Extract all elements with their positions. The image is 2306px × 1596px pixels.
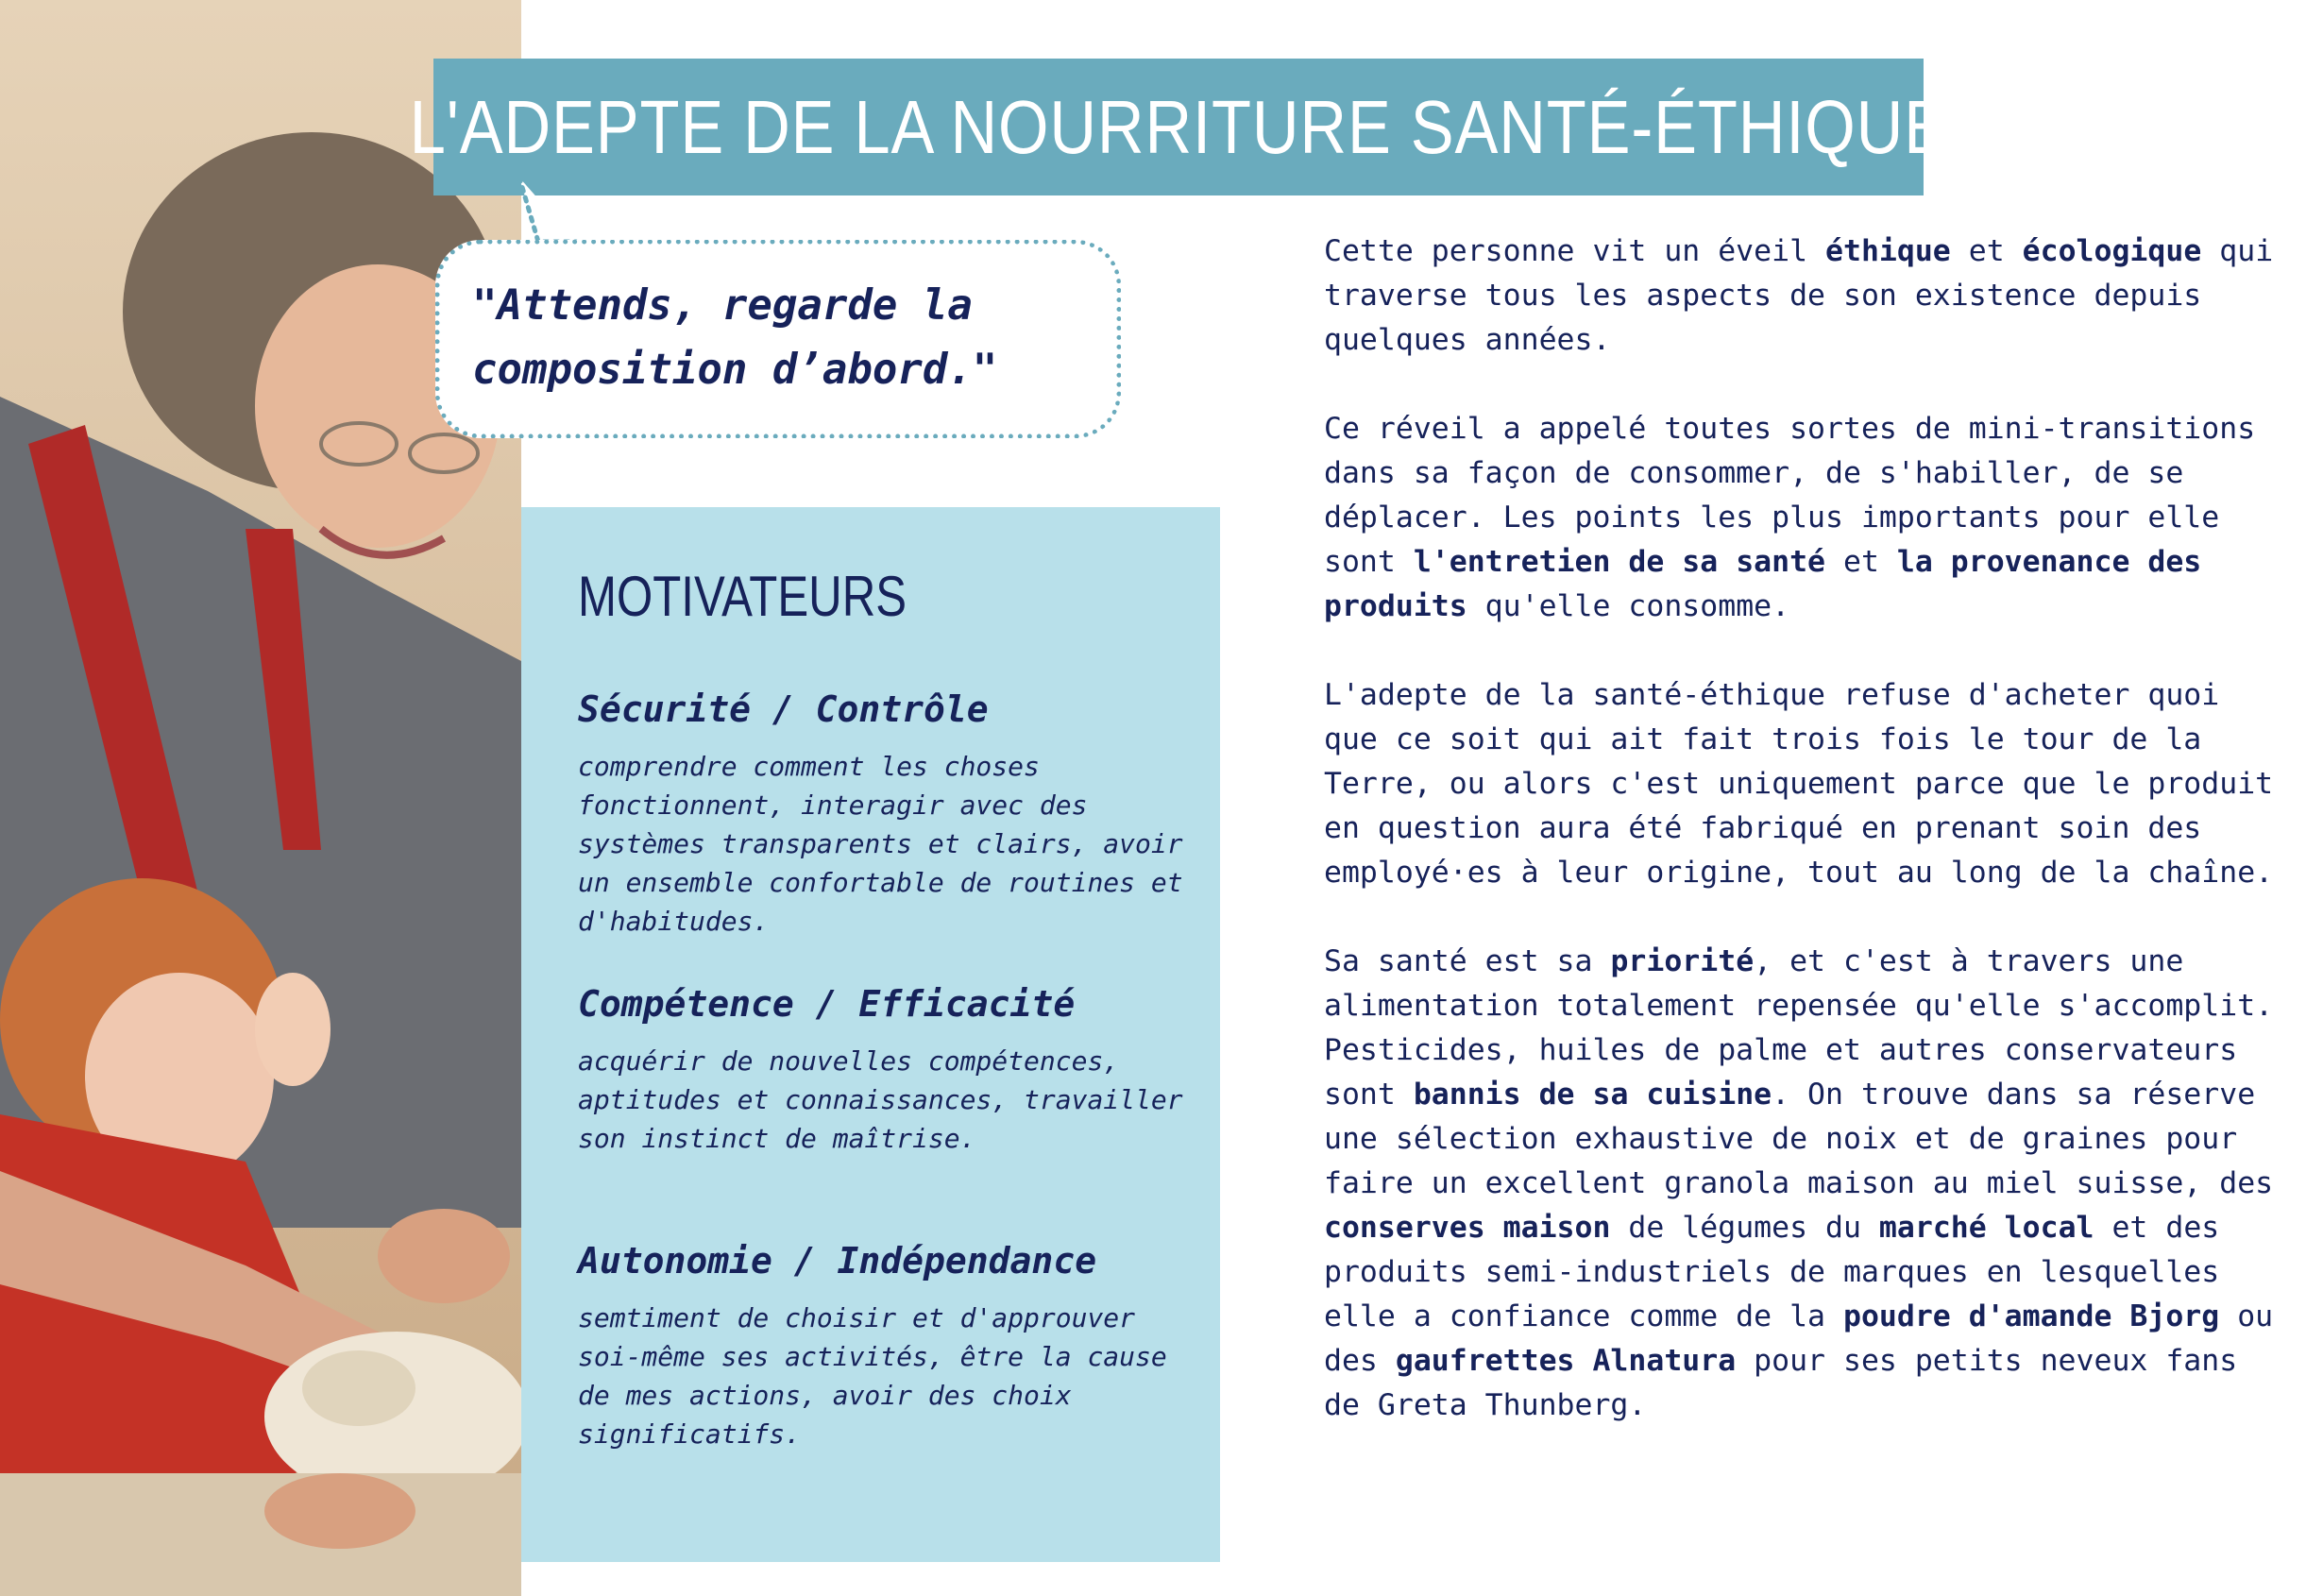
paragraph-text: Ce réveil a appelé toutes sortes de mini-transitions dans sa façon de consommer, de s'habiller, de se déplacer. Les points les plus importants pour elle sont xyxy=(1324,412,2256,579)
motivators-panel xyxy=(521,507,1220,1562)
emphasis-text: l'entretien de sa santé xyxy=(1413,545,1826,579)
paragraph-text: Sa santé est sa xyxy=(1324,944,1611,978)
paragraph-text: et xyxy=(1825,545,1897,579)
motivator-title: Sécurité / Contrôle xyxy=(578,688,989,730)
motivator-title: Compétence / Efficacité xyxy=(578,983,1076,1025)
page-title: L'ADEPTE DE LA NOURRITURE SANTÉ-ÉTHIQUE xyxy=(409,84,1948,169)
persona-description xyxy=(1324,229,2278,1472)
motivator-description: semtiment de choisir et d'approuver soi-même ses activités, être la cause de mes actions, avoir des choix significatifs. xyxy=(578,1302,1167,1450)
paragraph-text: et des produits semi-industriels de marques en lesquelles elle a confiance comme de la xyxy=(1324,1211,2220,1333)
body-paragraph xyxy=(1324,673,2278,895)
paragraph-text: et xyxy=(1950,234,2023,268)
paragraph-text: ou des xyxy=(1324,1299,2274,1378)
paragraph-text: L'adepte de la santé-éthique refuse d'acheter quoi que ce soit qui ait fait trois fois le tour de la Terre, ou alors c'est uniquement parce que le produit en question aura été fabriqué en prenant soin des employé·es à leur origine, tout au long de la chaîne. xyxy=(1324,678,2274,890)
body-paragraph xyxy=(1324,940,2278,1428)
motivators-heading: MOTIVATEURS xyxy=(578,565,907,628)
emphasis-text: bannis de sa cuisine xyxy=(1413,1078,1772,1112)
motivator-title: Autonomie / Indépendance xyxy=(578,1240,1097,1282)
photo-illustration xyxy=(0,0,521,1596)
emphasis-text: marché local xyxy=(1878,1211,2094,1245)
motivator-description: comprendre comment les choses fonctionnent, interagir avec des systèmes transparents et clairs, avoir un ensemble confortable de routines et d'habitudes. xyxy=(578,751,1183,937)
paragraph-text: , et c'est à travers une alimentation totalement repensée qu'elle s'accomplit. Pesticides, huiles de palme et autres conservateurs sont xyxy=(1324,944,2274,1112)
body-paragraph xyxy=(1324,229,2278,363)
emphasis-text: écologique xyxy=(2022,234,2202,268)
body-paragraph xyxy=(1324,407,2278,629)
title-banner xyxy=(409,59,1948,195)
emphasis-text: éthique xyxy=(1825,234,1951,268)
paragraph-text: qu'elle consomme. xyxy=(1467,589,1790,623)
emphasis-text: poudre d'amande Bjorg xyxy=(1842,1299,2220,1333)
emphasis-text: priorité xyxy=(1610,944,1755,978)
motivator-item xyxy=(578,687,1201,941)
paragraph-text: Cette personne vit un éveil xyxy=(1324,234,1826,268)
paragraph-text: . On trouve dans sa réserve une sélection exhaustive de noix et de graines pour faire un excellent granola maison au miel suisse, des xyxy=(1324,1078,2274,1200)
photo-grandmother-child-baking xyxy=(0,0,521,1596)
emphasis-text: gaufrettes Alnatura xyxy=(1395,1344,1737,1378)
motivator-item xyxy=(578,1238,1201,1453)
paragraph-text: pour ses petits neveux fans de Greta Thunberg. xyxy=(1324,1344,2238,1422)
paragraph-text: qui traverse tous les aspects de son existence depuis quelques années. xyxy=(1324,234,2274,357)
motivator-description: acquérir de nouvelles compétences, aptitudes et connaissances, travailler son instinct de maîtrise. xyxy=(578,1045,1183,1154)
emphasis-text: conserves maison xyxy=(1324,1211,1611,1245)
motivator-item xyxy=(578,981,1201,1158)
paragraph-text: de légumes du xyxy=(1610,1211,1879,1245)
emphasis-text: la provenance des produits xyxy=(1324,545,2202,623)
persona-quote: "Attends, regarde la composition d’abord." xyxy=(472,281,998,394)
